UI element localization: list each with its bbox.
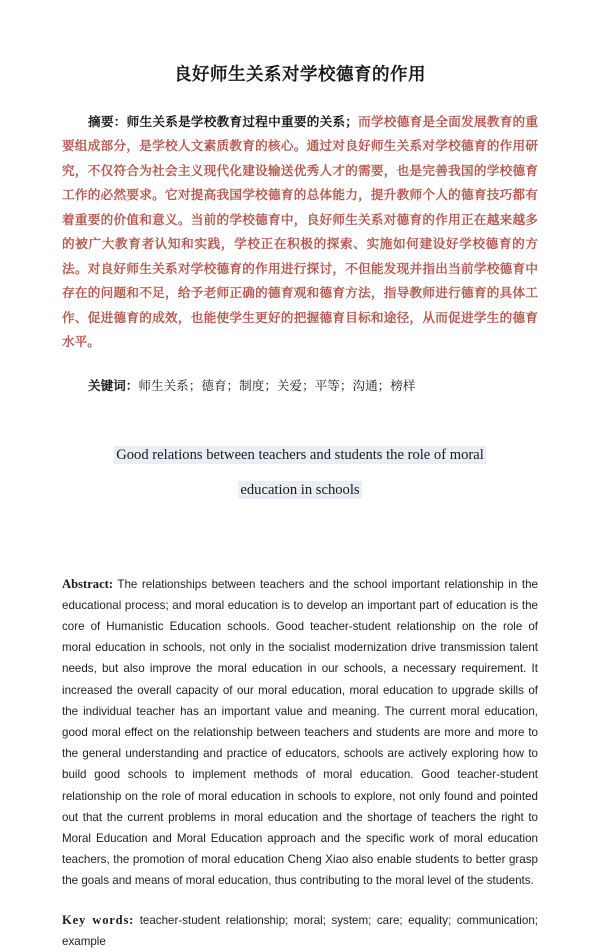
english-abstract-label: Abstract: [62, 576, 114, 591]
english-keywords [62, 892, 538, 952]
english-abstract-body: The relationships between teachers and the school important relationship in the educational process; and moral education is to develop an important part of education is the core of Humanistic Education schools. Good teacher-student relationship on the role of moral education in schools, not only in the socialist modernization drive transmission talent needs, but also improve the moral education in our schools, a necessary requirement. It increased the overall capacity of our moral education, moral education to upgrade skills of the individual teacher has an important value and meaning. The current moral education, good moral effect on the relationship between teachers and students are more and more to the general understanding and practice of educators, schools are actively exploring how to build good schools to implement methods of moral education. Good teacher-student relationship on the role of moral education in schools to explore, not only found and pointed out that the current problems in moral education and the shortage of teachers the right to Moral Education and Moral Education approach and the specific work of moral education teachers, the promotion of moral education Cheng Xiao also enable students to better grasp the goals and means of moral education, thus contributing to the moral level of the students. [62, 577, 538, 888]
chinese-keywords-body: 师生关系；德育；制度；关爱；平等；沟通；榜样 [138, 378, 416, 393]
chinese-abstract-label: 摘要： [88, 114, 127, 129]
chinese-keywords [62, 355, 538, 398]
english-keywords-label: Key words: [62, 912, 135, 927]
english-title-line-1-text: Good relations between teachers and students the role of moral [116, 446, 484, 463]
chinese-keywords-label: 关键词： [88, 378, 139, 393]
chinese-abstract [62, 87, 538, 355]
chinese-abstract-body: 而学校德育是全面发展教育的重要组成部分，是学校人文素质教育的核心。通过对良好师生关系对学校德育的作用研究，不仅符合为社会主义现代化建设输送优秀人才的需要，也是完善我国的学校德育工作的必然要求。它对提高我国学校德育的总体能力，提升教师个人的德育技巧都有着重要的价值和意义。当前的学校德育中，良好师生关系对德育的作用正在越来越多的被广大教育者认知和实践，学校正在积极的探索、实施如何建设好学校德育的方法。对良好师生关系对学校德育的作用进行探讨，不但能发现并指出当前学校德育中存在的问题和不足，给予老师正确的德育观和德育方法，指导教师进行德育的具体工作、促进德育的成效，也能使学生更好的把握德育目标和途径，从而促进学生的德育水平。 [62, 114, 539, 349]
english-keywords-body: teacher-student relationship; moral; system; care; equality; communication; example [62, 913, 538, 948]
chinese-title: 良好师生关系对学校德育的作用 [174, 64, 426, 84]
chinese-abstract-lead: 师生关系是学校教育过程中重要的关系； [126, 114, 358, 129]
english-abstract [62, 508, 538, 892]
english-title-line-2-text: education in schools [240, 481, 360, 498]
english-title [62, 398, 538, 508]
english-title-line-1 [62, 438, 538, 473]
english-title-line-2 [62, 473, 538, 508]
